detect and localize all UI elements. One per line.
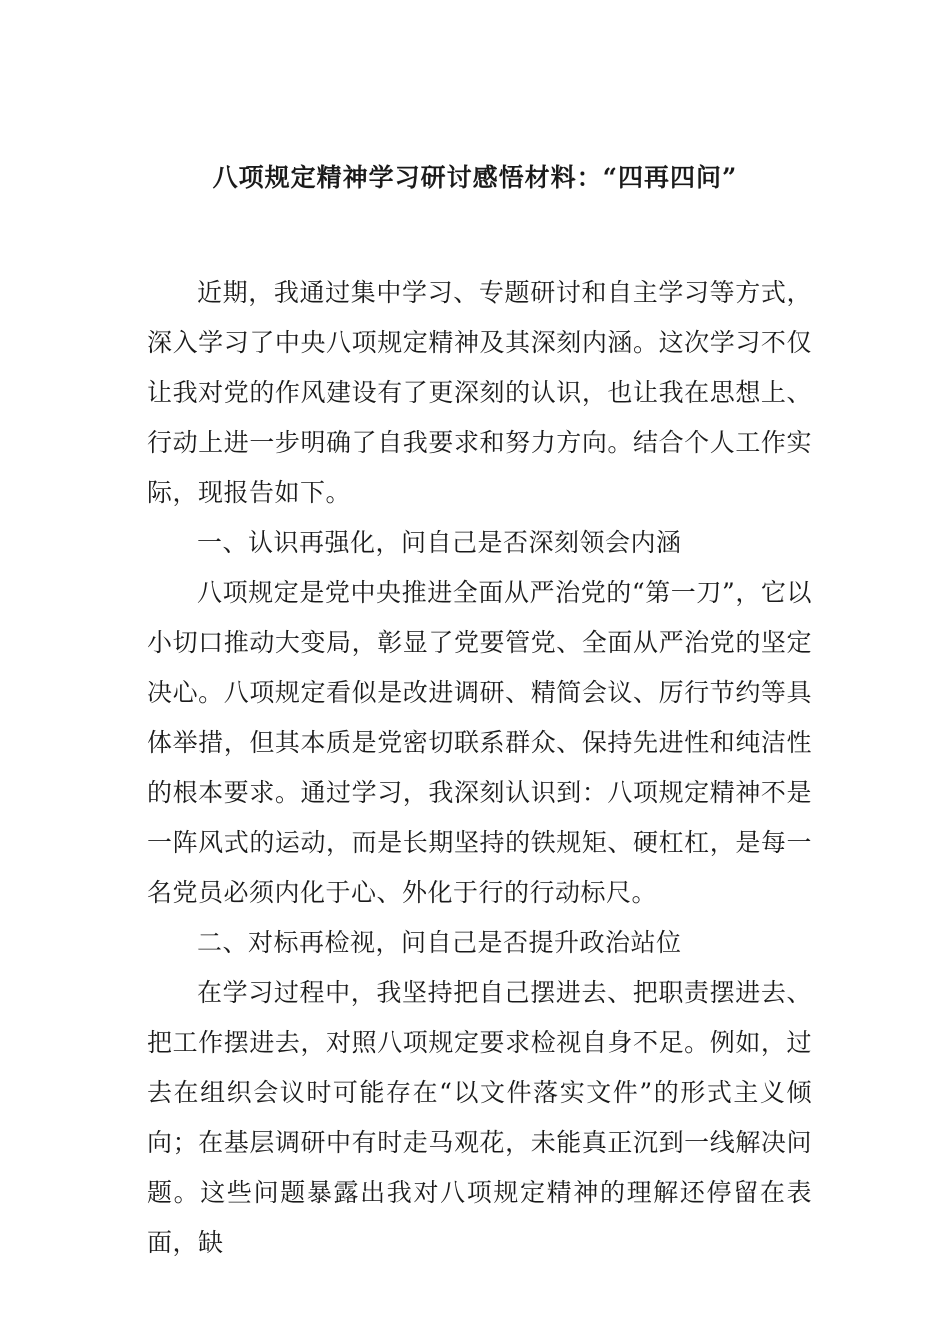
paragraph-section-1: 八项规定是党中央推进全面从严治党的“第一刀”，它以小切口推动大变局，彰显了党要管党、全面从严治党的坚定决心。八项规定看似是改进调研、精简会议、厉行节约等具体举措，但其本质是党密切联系群众、保持先进性和纯洁性的根本要求。通过学习，我深刻认识到：八项规定精神不是一阵风式的运动，而是长期坚持的铁规矩、硬杠杠，是每一名党员必须内化于心、外化于行的行动标尺。 [147,578,812,907]
section-heading-1: 一、认识再强化，问自己是否深刻领会内涵 [197,528,682,557]
paragraph-section-2: 在学习过程中，我坚持把自己摆进去、把职责摆进去、把工作摆进去，对照八项规定要求检视自身不足。例如，过去在组织会议时可能存在“以文件落实文件”的形式主义倾向；在基层调研中有时走马观花，未能真正沉到一线解决问题。这些问题暴露出我对八项规定精神的理解还停留在表面，缺 [147,978,812,1257]
document-body [147,268,812,1268]
section-heading-2: 二、对标再检视，问自己是否提升政治站位 [197,928,682,957]
paragraph-intro: 近期，我通过集中学习、专题研讨和自主学习等方式，深入学习了中央八项规定精神及其深刻内涵。这次学习不仅让我对党的作风建设有了更深刻的认识，也让我在思想上、行动上进一步明确了自我要求和努力方向。结合个人工作实际，现报告如下。 [147,278,812,507]
document-title: 八项规定精神学习研讨感悟材料：“四再四问” [212,163,738,192]
